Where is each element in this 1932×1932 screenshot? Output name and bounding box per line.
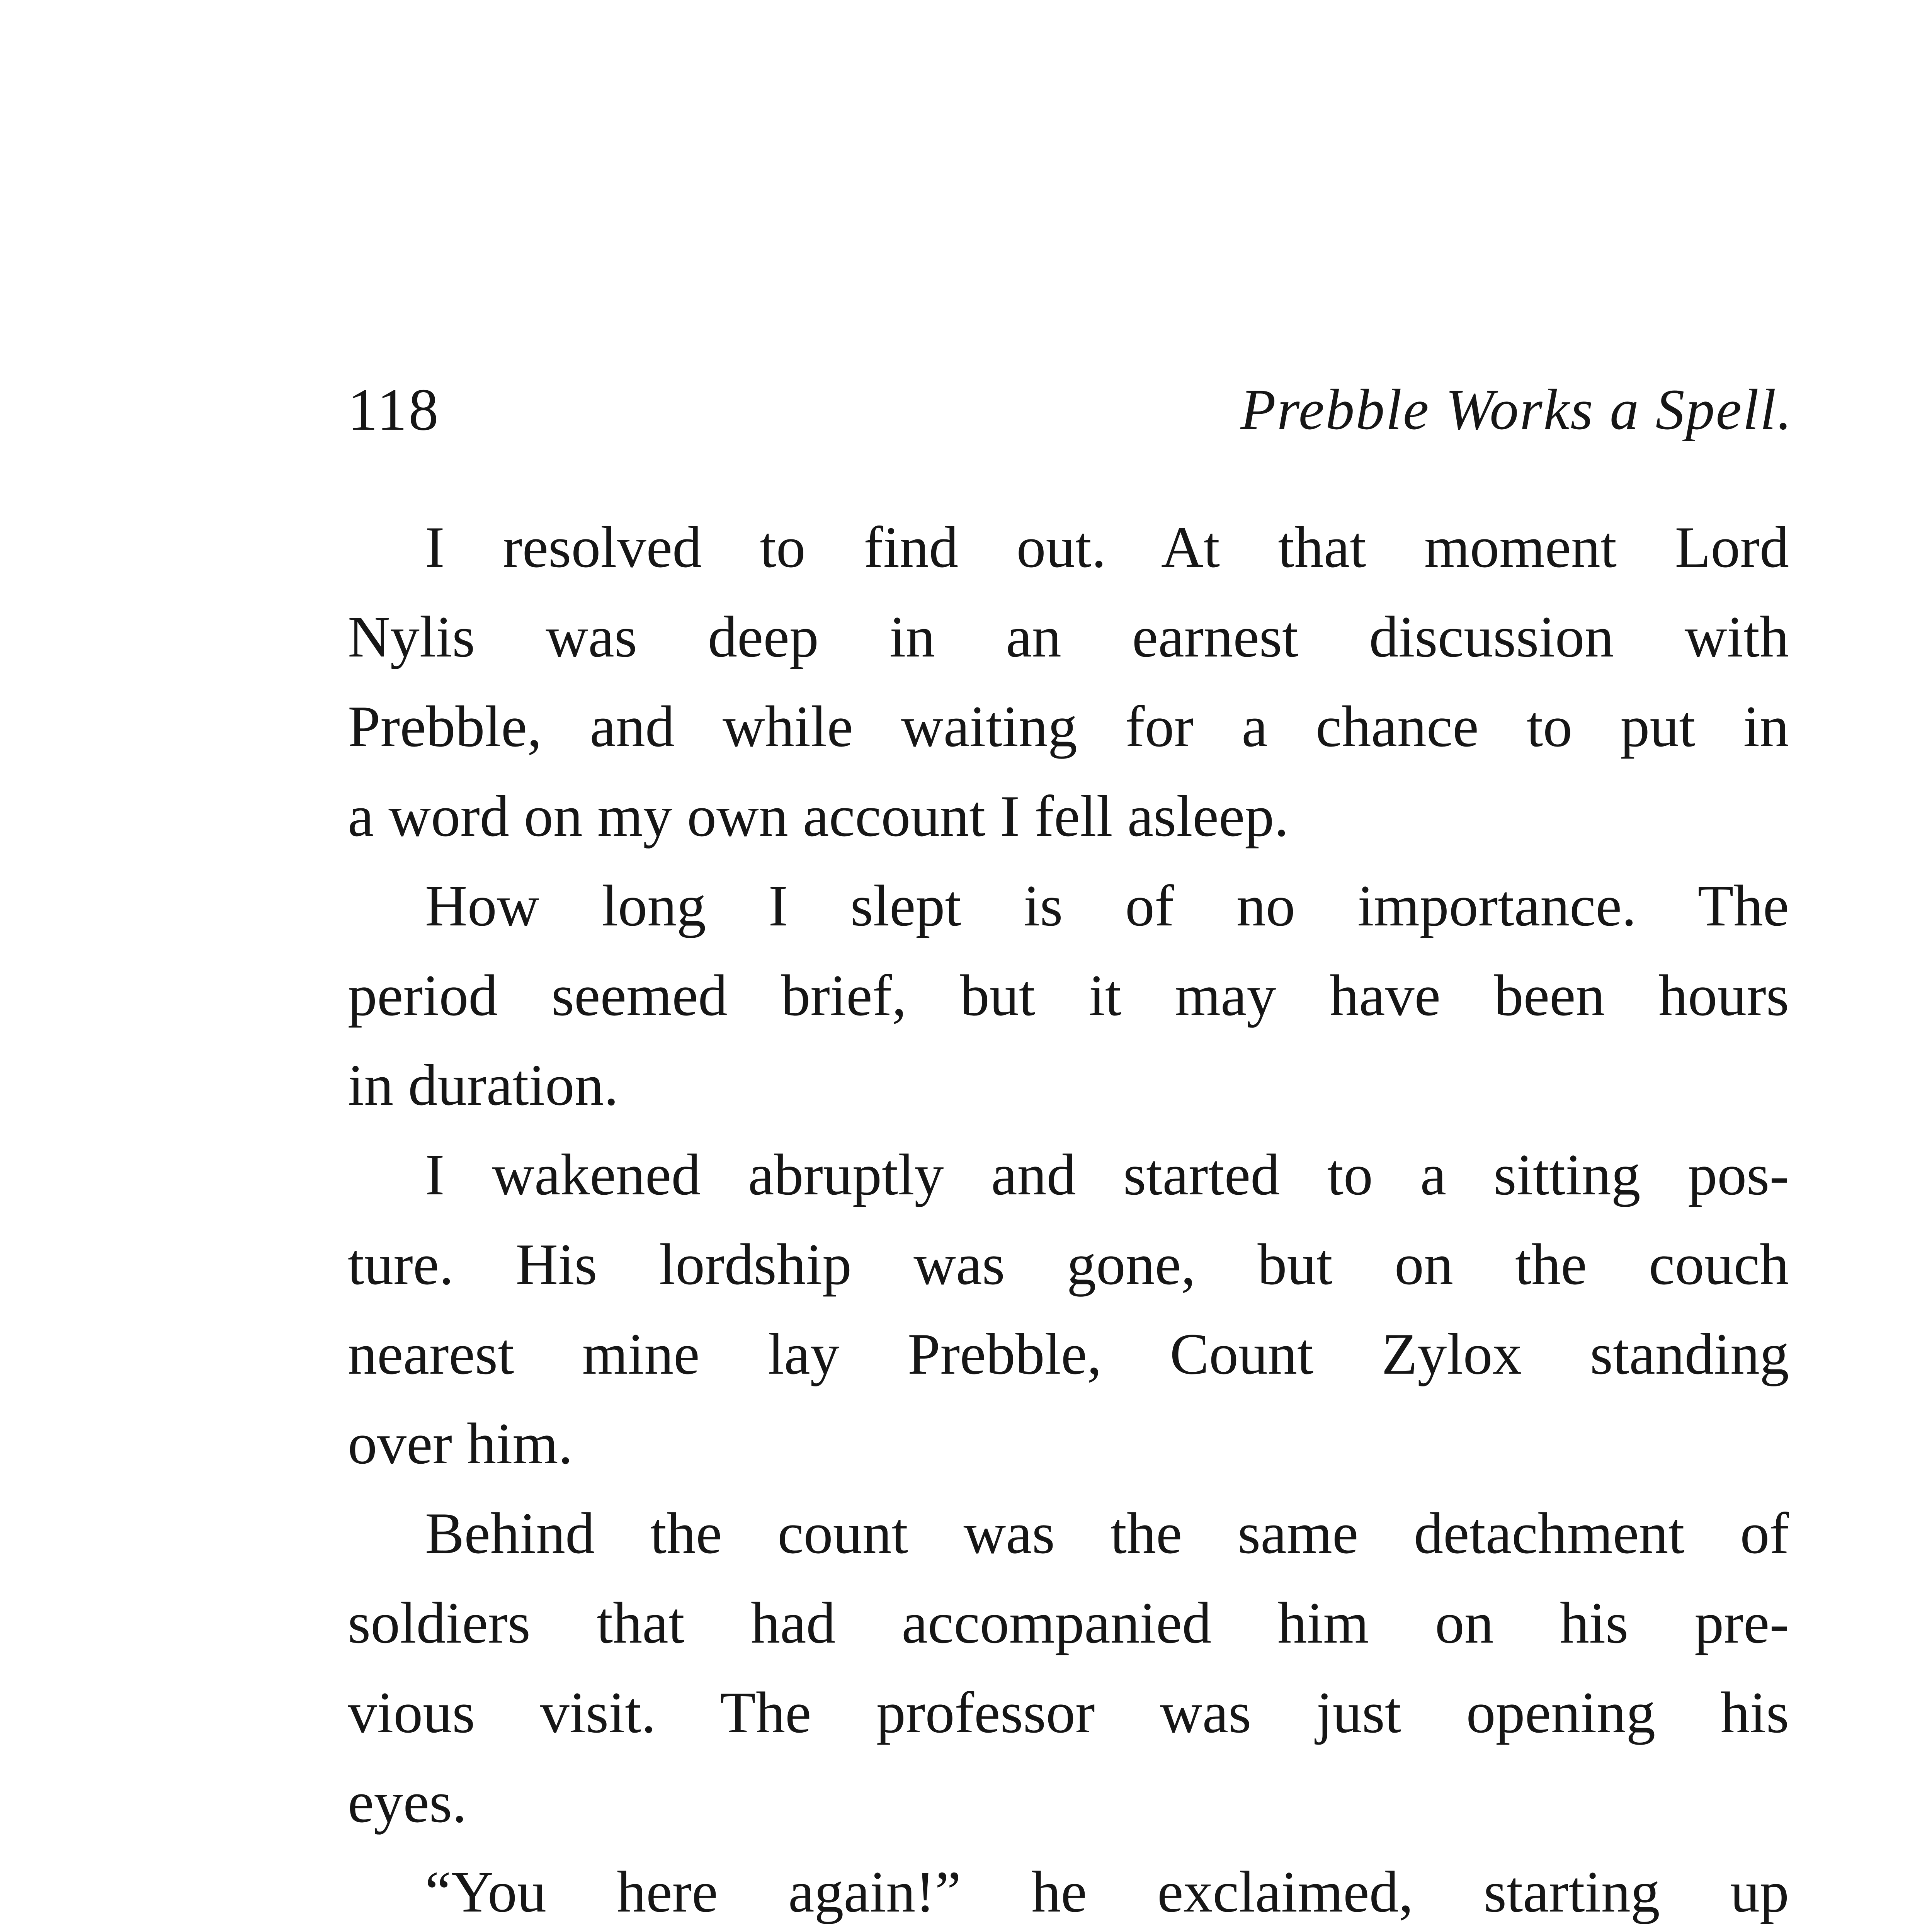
page-header: [348, 371, 1793, 456]
text-line: ture. His lordship was gone, but on the couch: [348, 1232, 1789, 1297]
body-text: [348, 502, 1789, 1932]
text-line: Prebble, and while waiting for a chance to put in: [348, 694, 1789, 759]
running-title: Prebble Works a Spell.: [1240, 378, 1793, 442]
text-line: eyes.: [348, 1770, 467, 1835]
text-line: vious visit. The professor was just opening his: [348, 1680, 1789, 1745]
text-line: I resolved to find out. At that moment Lord: [425, 515, 1789, 580]
text-line: soldiers that had accompanied him on his pre-: [348, 1590, 1789, 1655]
text-line: period seemed brief, but it may have been hours: [348, 963, 1789, 1028]
text-line: a word on my own account I fell asleep.: [348, 784, 1289, 849]
page-number: 118: [348, 376, 440, 443]
text-line: in duration.: [348, 1053, 619, 1117]
text-line: How long I slept is of no importance. The: [425, 873, 1789, 938]
text-line: nearest mine lay Prebble, Count Zylox standing: [348, 1321, 1789, 1386]
text-line: over him.: [348, 1411, 573, 1476]
text-line: “You here again!” he exclaimed, starting up: [425, 1859, 1789, 1924]
text-line: I wakened abruptly and started to a sitting pos-: [425, 1142, 1789, 1207]
text-line: Nylis was deep in an earnest discussion with: [348, 604, 1789, 669]
text-line: Behind the count was the same detachment of: [425, 1501, 1789, 1566]
